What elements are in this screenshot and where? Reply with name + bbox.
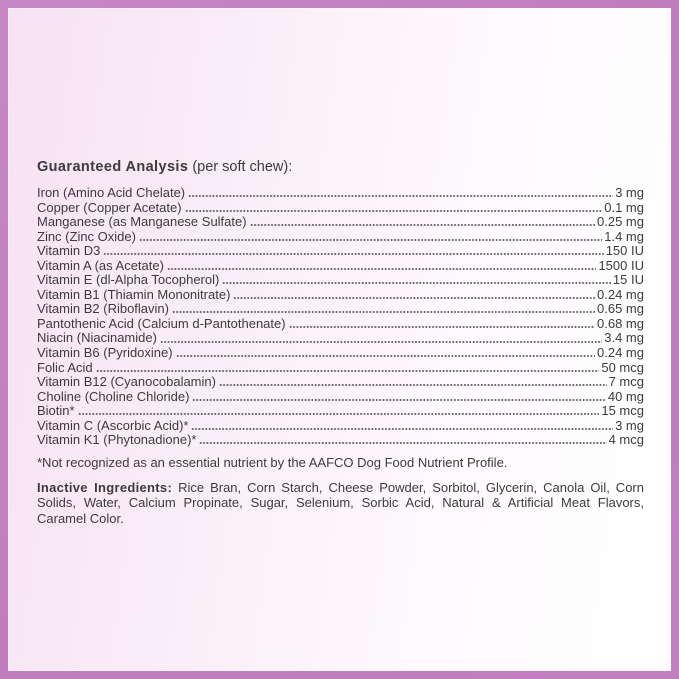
nutrient-amount: 0.68 mg [597,315,644,331]
analysis-row [37,288,644,303]
dotted-leader [233,296,595,300]
analysis-row [37,346,644,361]
dotted-leader [188,194,613,198]
nutrient-name: Vitamin B6 (Pyridoxine) [37,345,173,361]
dotted-leader [222,281,611,285]
analysis-row [37,302,644,317]
analysis-row [37,331,644,346]
analysis-row [37,215,644,230]
dotted-leader [78,412,600,416]
nutrient-name: Vitamin A (as Acetate) [37,257,164,273]
nutrient-name: Folic Acid [37,359,93,375]
guaranteed-analysis-list [37,186,644,448]
nutrient-name: Pantothenic Acid (Calcium d-Pantothenate) [37,315,286,331]
nutrient-name: Manganese (as Manganese Sulfate) [37,214,247,230]
nutrient-name: Biotin* [37,403,75,419]
nutrient-amount: 3 mg [615,185,644,200]
analysis-row [37,201,644,216]
nutrient-amount: 1500 IU [598,257,644,273]
nutrient-amount: 1.4 mg [604,228,644,244]
analysis-row [37,404,644,419]
nutrient-amount: 15 mcg [601,403,644,419]
analysis-row [37,230,644,245]
dotted-leader [172,310,595,314]
dotted-leader [199,441,606,445]
dotted-leader [96,369,600,373]
nutrient-name: Vitamin B1 (Thiamin Mononitrate) [37,286,231,302]
nutrient-name: Vitamin C (Ascorbic Acid)* [37,417,189,433]
analysis-row [37,244,644,259]
nutrient-amount: 0.25 mg [597,214,644,230]
nutrient-name: Iron (Amino Acid Chelate) [37,185,186,200]
dotted-leader [192,398,605,402]
analysis-row [37,433,644,448]
nutrient-name: Copper (Copper Acetate) [37,199,182,215]
dotted-leader [185,209,603,213]
panel-title-suffix: (per soft chew): [188,159,293,175]
dotted-leader [103,252,603,256]
nutrient-name: Vitamin B2 (Riboflavin) [37,301,169,317]
panel-title-bold: Guaranteed Analysis [37,159,189,175]
analysis-row [37,419,644,434]
analysis-row [37,375,644,390]
guaranteed-analysis-panel [37,157,644,527]
nutrient-amount: 40 mg [607,388,644,404]
nutrient-name: Niacin (Niacinamide) [37,330,157,346]
nutrient-amount: 0.24 mg [597,286,644,302]
inactive-ingredients [37,480,644,527]
nutrient-amount: 7 mcg [608,374,644,390]
dotted-leader [219,383,607,387]
nutrient-amount: 3.4 mg [604,330,644,346]
nutrient-name: Zinc (Zinc Oxide) [37,228,136,244]
inactive-ingredients-text: Rice Bran, Corn Starch, Cheese Powder, Sorbitol, Glycerin, Canola Oil, Corn Solids, Water, Calcium Propinate, Sugar, Selenium, Sorbic Acid, Natural & Artificial Meat Flavors, Caramel Color. [37,479,644,527]
nutrient-amount: 0.1 mg [604,199,644,215]
analysis-row [37,273,644,288]
nutrient-amount: 0.24 mg [597,345,644,361]
analysis-row [37,361,644,376]
panel-title [37,157,644,177]
nutrient-amount: 15 IU [612,272,644,288]
nutrient-name: Vitamin K1 (Phytonadione)* [37,432,197,448]
nutrient-name: Choline (Choline Chloride) [37,388,190,404]
aafco-footnote: *Not recognized as an essential nutrient by the AAFCO Dog Food Nutrient Profile. [37,454,508,470]
analysis-row [37,317,644,332]
inactive-ingredients-label: Inactive Ingredients: [37,479,173,495]
analysis-row [37,390,644,405]
nutrient-amount: 150 IU [605,243,644,259]
dotted-leader [176,354,595,358]
nutrient-name: Vitamin E (dl-Alpha Tocopherol) [37,272,220,288]
analysis-row [37,186,644,201]
label-background [8,8,671,671]
nutrient-amount: 4 mcg [608,432,644,448]
analysis-row [37,259,644,274]
dotted-leader [139,238,602,242]
nutrient-name: Vitamin D3 [37,243,101,259]
nutrient-amount: 0.65 mg [597,301,644,317]
dotted-leader [289,325,595,329]
dotted-leader [250,223,595,227]
dotted-leader [191,427,613,431]
nutrient-amount: 3 mg [615,417,644,433]
dotted-leader [160,340,602,344]
nutrient-name: Vitamin B12 (Cyanocobalamin) [37,374,216,390]
nutrient-amount: 50 mcg [601,359,644,375]
dotted-leader [167,267,597,271]
